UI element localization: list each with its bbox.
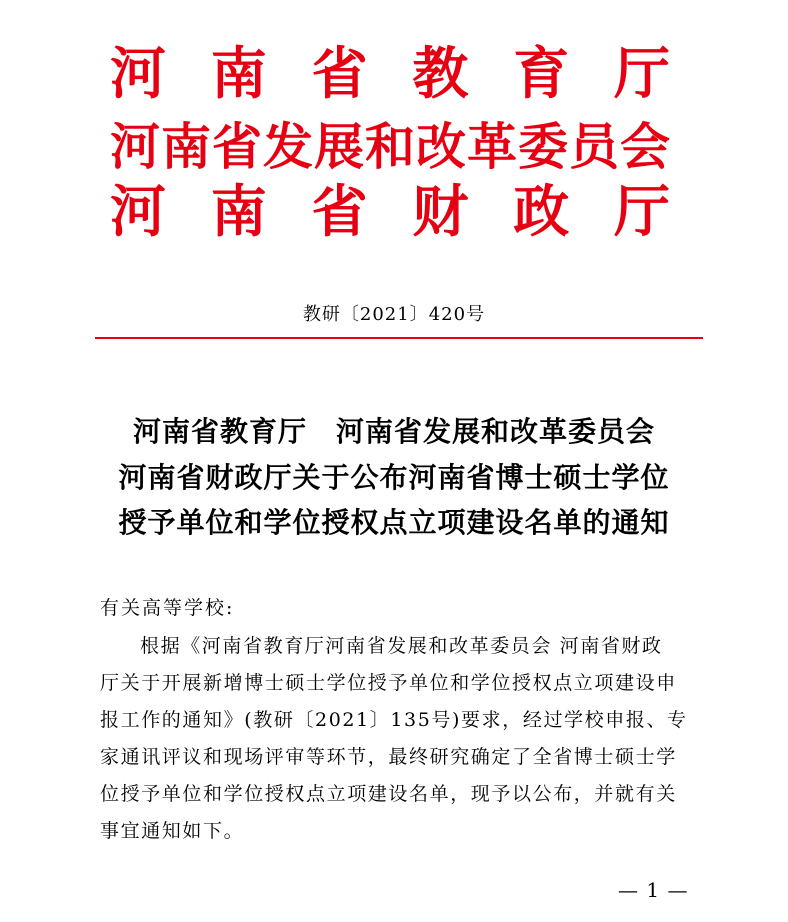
body-paragraph <box>100 628 700 850</box>
notice-title-line-1: 河南省教育厅 河南省发展和改革委员会 <box>132 415 655 448</box>
body-line: 事宜通知如下。 <box>100 820 245 842</box>
header-char: 改 <box>416 117 466 176</box>
header-char: 委 <box>518 117 568 176</box>
header-char: 南 <box>210 179 267 245</box>
header-char: 财 <box>412 179 469 245</box>
header-char: 革 <box>467 117 517 176</box>
issuer-header-finance <box>110 180 670 244</box>
body-line: 报工作的通知》(教研〔2021〕135号)要求，经过学校申报、专 <box>100 709 688 731</box>
header-char: 河 <box>110 179 166 245</box>
header-char: 省 <box>311 179 368 245</box>
body-line: 位授予单位和学位授权点立项建设名单，现予以公布，并就有关 <box>100 783 677 805</box>
header-char: 省 <box>212 117 262 176</box>
header-char: 育 <box>513 41 570 107</box>
header-char: 教 <box>412 41 469 107</box>
red-divider <box>95 337 703 339</box>
header-char: 厅 <box>613 179 670 245</box>
body-line: 根据《河南省教育厅河南省发展和改革委员会 河南省财政 <box>140 635 663 657</box>
notice-title-line-3: 授予单位和学位授权点立项建设名单的通知 <box>118 506 670 539</box>
body-line: 家通讯评议和现场评审等环节，最终研究确定了全省博士硕士学 <box>100 746 677 768</box>
header-char: 发 <box>263 117 313 176</box>
salutation: 有关高等学校: <box>100 597 235 619</box>
document-number: 教研〔2021〕420号 <box>302 304 486 325</box>
issuer-header-education <box>110 42 670 106</box>
header-char: 和 <box>365 117 415 176</box>
header-char: 河 <box>110 41 166 107</box>
header-char: 南 <box>210 41 267 107</box>
body-line: 厅关于开展新增博士硕士学位授予单位和学位授权点立项建设申 <box>100 672 677 694</box>
header-char: 会 <box>620 117 670 176</box>
notice-title-line-2: 河南省财政厅关于公布河南省博士硕士学位 <box>118 461 670 494</box>
header-char: 南 <box>161 117 211 176</box>
header-char: 政 <box>513 179 570 245</box>
page-number: — 1 — <box>618 878 689 902</box>
issuer-header-development <box>110 115 670 179</box>
header-char: 河 <box>110 117 160 176</box>
header-char: 厅 <box>613 41 670 107</box>
header-char: 员 <box>569 117 619 176</box>
header-char: 省 <box>311 41 368 107</box>
header-char: 展 <box>314 117 364 176</box>
